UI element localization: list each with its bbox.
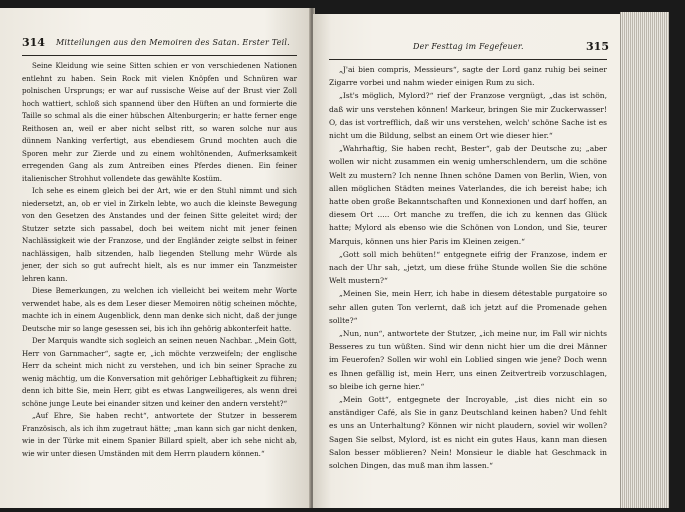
paragraph: Ich sehe es einem gleich bei der Art, wie er den Stuhl nimmt und sich niedersetzt, an, ob er viel in Zirkeln lebte, wo auch die kleinste Bewegung von den Gesetzen des Anstandes und der feinen Sitte geleitet wird; der Stutzer setzte sich passabel, doch bei weitem nicht mit jener feinen Nachlässigkeit wie der Franzose, und der Engländer zeigte selbst in feiner nachlässigen, halb sitzenden, halb liegenden Stellung mehr Würde als jener, der sich so gut aufrecht hielt, als es nur immer ein Tanzmeister lehren kann. <box>22 186 297 283</box>
paragraph: „Gott soll mich behüten!“ entgegnete eifrig der Franzose, indem er nach der Uhr sah, „jetzt, um diese frühe Stunde wollen Sie die schöne Welt mustern?“ <box>329 249 607 286</box>
right-page-text <box>329 63 607 472</box>
paragraph: „Wahrhaftig, Sie haben recht, Bester“, gab der Deutsche zu; „aber wollen wir nicht zusammen ein wenig umherschlendern, um die schöne Welt zu mustern? Ich nenne Ihnen schöne Damen von Berlin, Wien, von allen möglichen Städten meines Vaterlandes, die ich bereist habe; ich hatte oben große Bekanntschaften und Konnexionen und darf hoffen, an diesem Ort ..... Ort manche zu treffen, die ich zu kennen das Glück hatte; Mylord als ebenso wie die Schönen von London, und Sie, teurer Marquis, können uns hier Paris im Kleinen zeigen.“ <box>329 144 607 246</box>
page-edges <box>620 12 669 508</box>
paragraph: Diese Bemerkungen, zu welchen ich vielleicht bei weitem mehr Worte verwendet habe, als es dem Leser dieser Memoiren nötig scheinen möchte, machte ich in einem Augenblick, denn man denke sich nicht, daß der junge Deutsche mir so lange gesessen sei, bis ich ihn gehörig abkonterfeit hatte. <box>22 286 297 333</box>
page-number: 314 <box>22 36 45 49</box>
left-page-header <box>22 36 301 54</box>
paragraph: „Meinen Sie, mein Herr, ich habe in diesem détestable purgatoire so sehr allen guten Ton verlernt, daß ich jetzt auf die Promenade gehen sollte?“ <box>329 289 607 325</box>
left-page <box>0 8 311 508</box>
paragraph: „Mein Gott“, entgegnete der Incroyable, „ist dies nicht ein so anständiger Café, als Sie in ganz Deutschland keinen haben? Und fehlt es uns an Unterhaltung? Können wir nicht plaudern, soviel wir wollen? Sagen Sie selbst, Mylord, ist es nicht ein gutes Haus, kann man diesen Salon besser möblieren? Nein! Monsieur le diable hat Geschmack in solchen Dingen, das muß man ihm lassen.“ <box>329 395 607 471</box>
right-page-header <box>329 40 609 58</box>
paragraph: „Nun, nun“, antwortete der Stutzer, „ich meine nur, im Fall wir nichts Besseres zu tun wüßten. Sind wir denn nicht hier um die drei Männer im Feuerofen? Sollen wir wohl ein Loblied singen wie jene? Doch wenn es Ihnen gefällig ist, mein Herr, uns einen Zeitvertreib vorzuschlagen, so bleibe ich gerne hier.“ <box>329 329 607 391</box>
right-page <box>313 14 621 508</box>
page-number: 315 <box>586 40 609 53</box>
paragraph: „Auf Ehre, Sie haben recht“, antwortete der Stutzer in besserem Französisch, als ich ihm zugetraut hätte; „man kann sich gar nicht denken, wie in der Türke mit einem Spanier Billard spielt, aber ich sehe nicht ab, wie wir unter diesen Umständen mit dem Herrn plaudern können.“ <box>22 411 297 458</box>
paragraph: „Ist's möglich, Mylord?“ rief der Franzose vergnügt, „das ist schön, daß wir uns verstehen können! Markeur, bringen Sie mir Zuckerwasser! O, das ist vortrefflich, daß wir uns verstehen, welch' schöne Sache ist es nicht um die Bildung, selbst an einem Ort wie dieser hier.“ <box>329 91 607 141</box>
paragraph: Der Marquis wandte sich sogleich an seinen neuen Nachbar. „Mein Gott, Herr von Garnmacher“, sagte er, „ich möchte verzweifeln; der englische Herr da scheint mich nicht zu verstehen, und ich bin seiner Sprache zu wenig mächtig, um die Konversation mit gehöriger Lebhaftigkeit zu führen; denn ich bitte Sie, mein Herr, gibt es etwas Langweiligeres, als wenn drei schöne junge Leute bei einander sitzen und keiner den andern versteht?“ <box>22 336 297 408</box>
left-page-text <box>22 60 297 460</box>
header-rule <box>22 55 297 56</box>
paragraph: „J'ai bien compris, Messieurs“, sagte der Lord ganz ruhig bei seiner Zigarre vorbei und nahm wieder einigen Rum zu sich. <box>329 65 607 88</box>
paragraph: Seine Kleidung wie seine Sitten schien er von verschiedenen Nationen entlehnt zu haben. Sein Rock mit vielen Knöpfen und Schnüren war polnischen Ursprungs; er war auf russische Weise auf der Brust vier Zoll hoch wattiert, schloß sich spannend über den Hüften an und formierte die Taille so schmal als die einer hübschen Altenburgerin; er hatte ferner enge Reithosen an, weil er aber nicht selbst ritt, so waren solche nur aus dünnem Nanking verfertigt, aus ebendiesem Grund mochten auch die Sporen mehr zur Zierde und zu einem wohltönenden, Aufmerksamkeit erregenden Gang als zum Antreiben eines Pferdes dienen. Ein feiner italienischer Strohhut vollendete das gewählte Kostüm. <box>22 61 297 183</box>
header-rule <box>329 59 607 60</box>
running-title: Der Festtag im Fegefeuer. <box>413 42 524 51</box>
running-title: Mitteilungen aus den Memoiren des Satan. Erster Teil. <box>56 38 290 47</box>
